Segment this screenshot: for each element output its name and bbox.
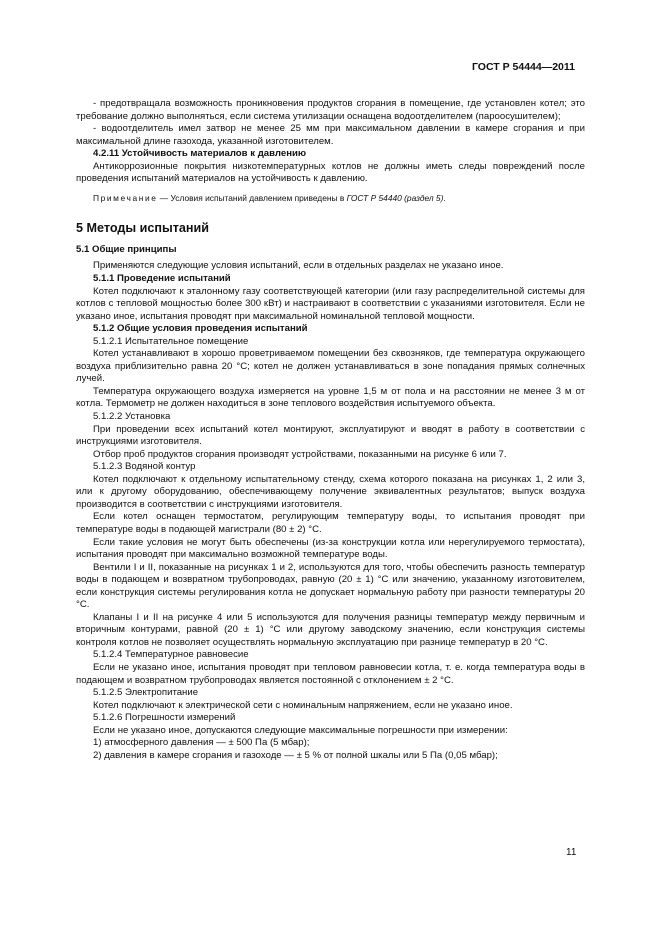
paragraph: Если не указано иное, испытания проводят при тепловом равновесии котла, т. е. когда температура воды в подающем и возвратном трубопроводах является постоянной с отклонением ± 2 °С. xyxy=(76,661,585,686)
list-item: 1) атмосферного давления — ± 500 Па (5 мбар); xyxy=(93,737,310,749)
clause-heading: 5.1.2.3 Водяной контур xyxy=(93,461,196,473)
clause-heading: 5.1.2.2 Установка xyxy=(93,411,171,423)
paragraph: Котел подключают к эталонному газу соответствующей категории (или газу распределительной системы для котлов с тепловой мощностью более 300 кВт) и настраивают в соответствии с указаниями изготовителя. Если не указано иное, испытания проводят при максимальной номинальной тепловой мощности. xyxy=(76,285,585,322)
paragraph: Антикоррозионные покрытия низкотемпературных котлов не должны иметь следы повреждений после проведения испытаний материалов на устойчивость к давлению. xyxy=(76,160,585,185)
subsection-heading: 5.1.2 Общие условия проведения испытаний xyxy=(93,323,308,335)
note-label: Примечание xyxy=(93,192,158,203)
clause-heading: 5.1.2.5 Электропитание xyxy=(93,687,199,699)
subsection-heading: 4.2.11 Устойчивость материалов к давлению xyxy=(93,148,307,160)
clause-heading: 5.1.2.6 Погрешности измерений xyxy=(93,712,236,724)
paragraph: Если такие условия не могут быть обеспечены (из-за конструкции котла или нерегулируемого термостата), испытания проводят при максимально возможной температуре воды. xyxy=(76,536,585,561)
paragraph: При проведении всех испытаний котел монтируют, эксплуатируют и вводят в работу в соответствии с инструкциями изготовителя. xyxy=(76,423,585,448)
paragraph: Если не указано иное, допускаются следующие максимальные погрешности при измерении: xyxy=(93,724,508,736)
subsection-heading: 5.1 Общие принципы xyxy=(76,243,177,255)
bullet-paragraph: - водоотделитель имел затвор не менее 25 мм при максимальном давлении в камере сгорания и при максимальной длине газохода, указанной изготовителем. xyxy=(76,123,585,147)
paragraph: Отбор проб продуктов сгорания производят устройствами, показанными на рисунке 6 или 7. xyxy=(93,448,507,460)
document-header: ГОСТ Р 54444—2011 xyxy=(471,61,575,73)
paragraph: Вентили I и II, показанные на рисунках 1 и 2, используются для того, чтобы обеспечить разность температур воды в подающем и возвратном трубопроводах, равную (20 ± 1) °С или значению, указанному изготовителем, если конструкция системы регулирования котла не допускает нормальную работу при разности температуры 20 °С. xyxy=(76,561,585,611)
paragraph: Котел устанавливают в хорошо проветриваемом помещении без сквозняков, где температура окружающего воздуха приблизительно равна 20 °С; котел не должен устанавливаться в зоне попадания прямых солнечных лучей. xyxy=(76,348,585,385)
clause-heading: 5.1.2.4 Температурное равновесие xyxy=(93,649,249,661)
note xyxy=(76,192,585,205)
paragraph: Клапаны I и II на рисунке 4 или 5 используются для получения разницы температур между первичным и вторичным контурами, равной (20 ± 1) °С или другому заводскому значению, если конструкция системы контроля котлов не позволяет осуществлять нормальную эксплуатацию при разнице температур в 20 °С. xyxy=(76,611,585,648)
list-item: 2) давления в камере сгорания и газоходе — ± 5 % от полной шкалы или 5 Па (0,05 мбар); xyxy=(93,749,498,761)
note-end: . xyxy=(443,192,446,203)
paragraph: Применяются следующие условия испытаний, если в отдельных разделах не указано иное. xyxy=(93,260,504,272)
paragraph: Если котел оснащен термостатом, регулирующим температуру воды, то испытания проводят при температуре воды в подающей магистрали (80 ± 2) °С. xyxy=(76,511,585,535)
subsection-heading: 5.1.1 Проведение испытаний xyxy=(93,273,231,285)
note-reference: ГОСТ Р 54440 (раздел 5) xyxy=(346,192,444,203)
section-title: 5 Методы испытаний xyxy=(76,221,209,236)
bullet-paragraph: - предотвращала возможность проникновения продуктов сгорания в помещение, где установлен котел; это требование должно выполняться, если система утилизации оснащена водоотделителем (пароосушителем); xyxy=(76,98,585,122)
paragraph: Котел подключают к электрической сети с номинальным напряжением, если не указано иное. xyxy=(93,699,513,711)
clause-heading: 5.1.2.1 Испытательное помещение xyxy=(93,335,249,347)
paragraph: Котел подключают к отдельному испытательному стенду, схема которого показана на рисунках 1, 2 или 3, или к другому оборудованию, обеспечивающему получение эквивалентных результатов; выпуск воздуха производится в соответствии с инструкциями изготовителя. xyxy=(76,473,585,510)
note-text: — Условия испытаний давлением приведены в xyxy=(157,192,347,203)
document-body xyxy=(76,98,585,762)
page-number: 11 xyxy=(566,847,577,858)
paragraph: Температура окружающего воздуха измеряется на уровне 1,5 м от пола и на расстоянии не менее 3 м от котла. Термометр не должен находиться в зоне теплового воздействия испытуемого объекта. xyxy=(76,385,585,410)
